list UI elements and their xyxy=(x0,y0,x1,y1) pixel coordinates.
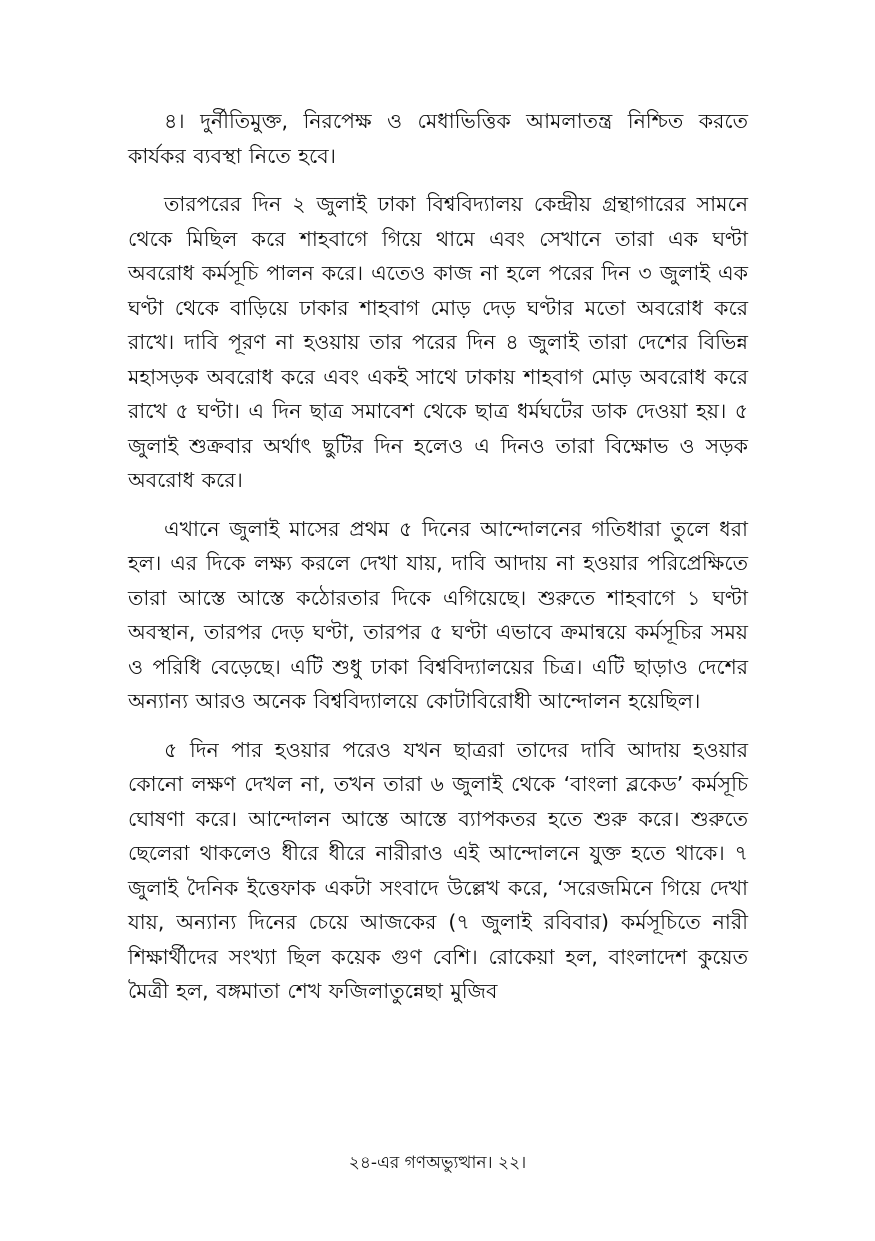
paragraph-bangla-blockade: ৫ দিন পার হওয়ার পরেও যখন ছাত্ররা তাদের দাবি আদায় হওয়ার কোনো লক্ষণ দেখল না, তখন তারা ৬ জুলাই থেকে ‘বাংলা ব্লকেড’ কর্মসূচি ঘোষণা করে। আন্দোলন আস্তে আস্তে ব্যাপকতর হতে শুরু করে। শুরুতে ছেলেরা থাকলেও ধীরে ধীরে নারীরাও এই আন্দোলনে যুক্ত হতে থাকে। ৭ জুলাই দৈনিক ইত্তেফাক একটা সংবাদে উল্লেখ করে, ‘সরেজমিনে গিয়ে দেখা যায়, অন্যান্য দিনের চেয়ে আজকের (৭ জুলাই রবিবার) কর্মসূচিতে নারী শিক্ষার্থীদের সংখ্যা ছিল কয়েক গুণ বেশি। রোকেয়া হল, বাংলাদেশ কুয়েত মৈত্রী হল, বঙ্গমাতা শেখ ফজিলাতুন্নেছা মুজিব xyxy=(128,737,748,1003)
paragraph-demand-4: ৪। দুর্নীতিমুক্ত, নিরপেক্ষ ও মেধাভিত্তিক আমলাতন্ত্র নিশ্চিত করতে কার্যকর ব্যবস্থা নিতে হবে। xyxy=(128,109,748,168)
page-footer: ২৪-এর গণঅভ্যুত্থান। ২২। xyxy=(348,1153,527,1173)
paragraph-movement-trend: এখানে জুলাই মাসের প্রথম ৫ দিনের আন্দোলনের গতিধারা তুলে ধরা হল। এর দিকে লক্ষ্য করলে দেখা যায়, দাবি আদায় না হওয়ার পরিপ্রেক্ষিতে তারা আস্তে আস্তে কঠোরতার দিকে এগিয়েছে। শুরুতে শাহবাগে ১ ঘণ্টা অবস্থান, তারপর দেড় ঘণ্টা, তারপর ৫ ঘণ্টা এভাবে ক্রমান্বয়ে কর্মসূচির সময় ও পরিধি বেড়েছে। এটি শুধু ঢাকা বিশ্ববিদ্যালয়ের চিত্র। এটি ছাড়াও দেশের অন্যান্য আরও অনেক বিশ্ববিদ্যালয়ে কোটাবিরোধী আন্দোলন হয়েছিল। xyxy=(128,516,748,713)
paragraph-july-2-to-5: তারপরের দিন ২ জুলাই ঢাকা বিশ্ববিদ্যালয় কেন্দ্রীয় গ্রন্থাগারের সামনে থেকে মিছিল করে শাহবাগে গিয়ে থামে এবং সেখানে তারা এক ঘণ্টা অবরোধ কর্মসূচি পালন করে। এতেও কাজ না হলে পরের দিন ৩ জুলাই এক ঘণ্টা থেকে বাড়িয়ে ঢাকার শাহবাগ মোড় দেড় ঘণ্টার মতো অবরোধ করে রাখে। দাবি পূরণ না হওয়ায় তার পরের দিন ৪ জুলাই তারা দেশের বিভিন্ন মহাসড়ক অবরোধ করে এবং একই সাথে ঢাকায় শাহবাগ মোড় অবরোধ করে রাখে ৫ ঘণ্টা। এ দিন ছাত্র সমাবেশ থেকে ছাত্র ধর্মঘটের ডাক দেওয়া হয়। ৫ জুলাই শুক্রবার অর্থাৎ ছুটির দিন হলেও এ দিনও তারা বিক্ষোভ ও সড়ক অবরোধ করে। xyxy=(128,192,748,492)
page-body xyxy=(128,104,748,1023)
